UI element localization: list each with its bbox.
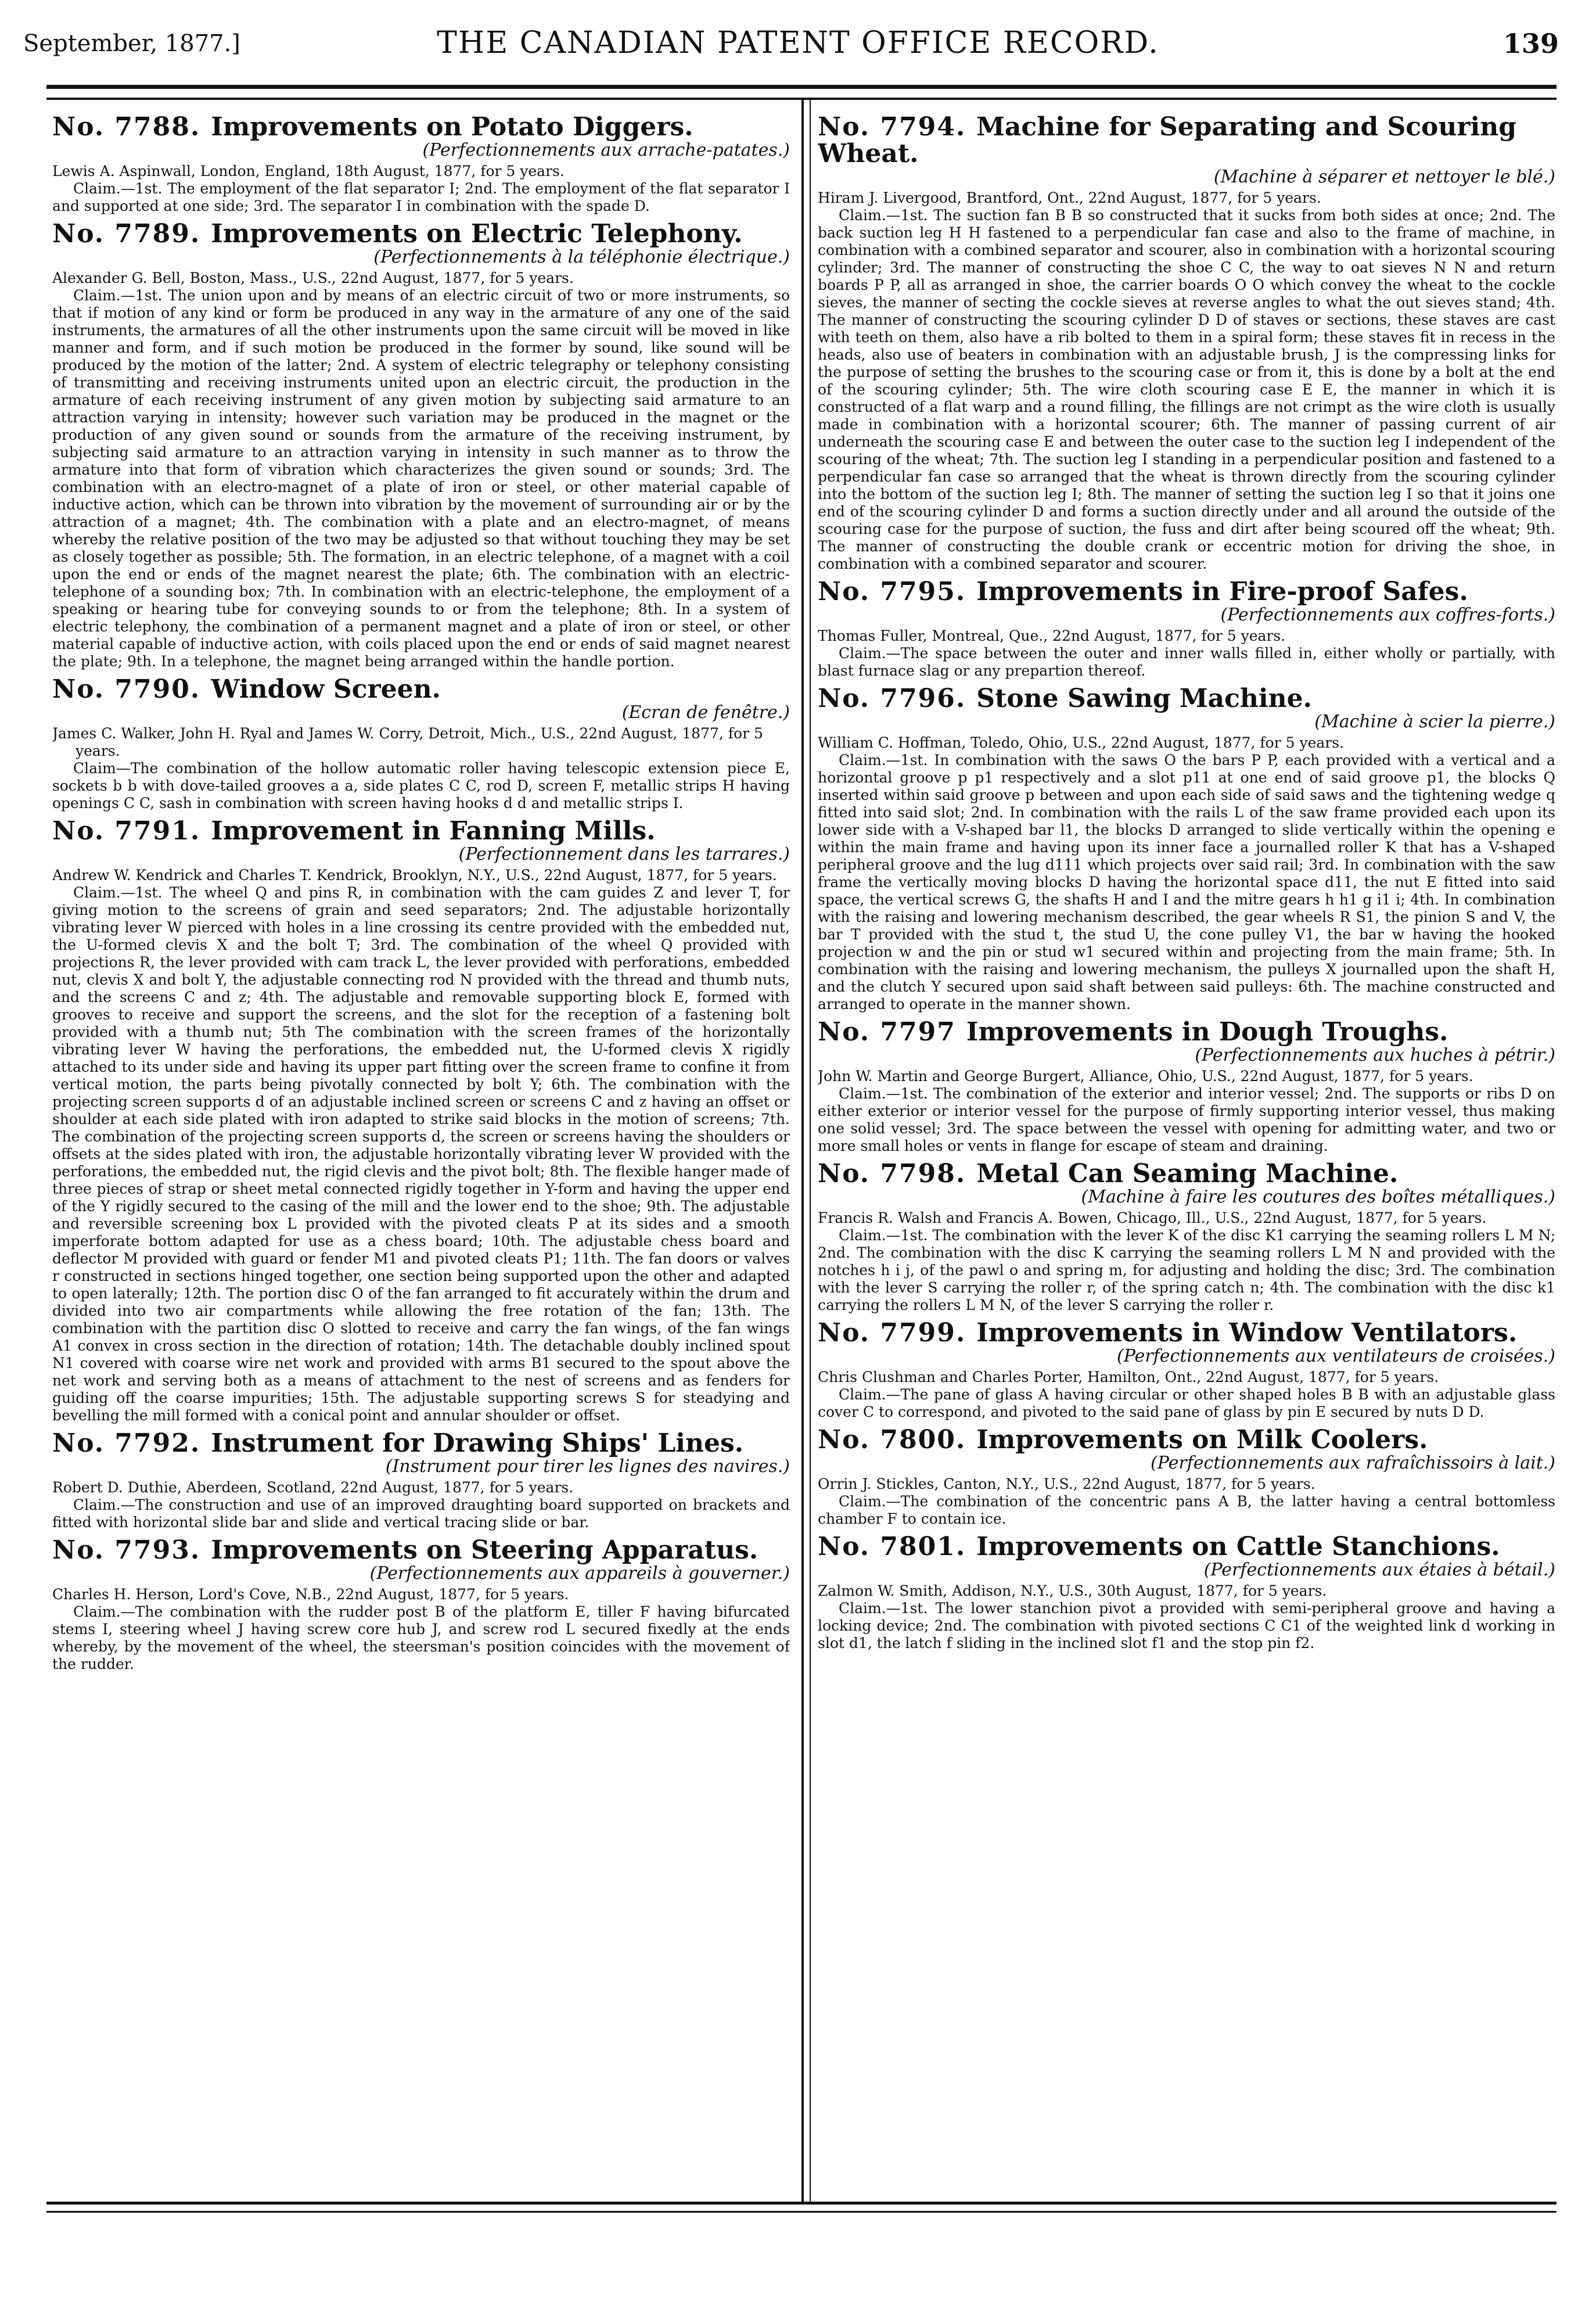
patent-number: No. 7793. xyxy=(52,1535,201,1565)
patent-heading xyxy=(818,1161,1555,1187)
patent-number: No. 7790. xyxy=(52,674,201,704)
patent-claim: Claim.—The space between the outer and inner walls filled in, either wholly or partially, with blast furnace slag or any prepartion thereof. xyxy=(818,645,1555,679)
patent-inventor: Robert D. Duthie, Aberdeen, Scotland, 22nd August, 1877, for 5 years. xyxy=(52,1479,574,1496)
patent-claim: Claim.—1st. The suction fan B B so constructed that it sucks from both sides at once; 2nd. The back suction leg H H fastened to a perpendicular fan case and also to the frame of machine, in combination with a combined separator and scourer, also in combination with a horizontal scouring cylinder; 3rd. The manner of constructing the shoe C C, the way to oat sieves N N and return boards P P, all as arranged in shoe, the carrier boards O O which convey the wheat to the cockle sieves, the manner of secting the cockle sieves at reverse angles to what the out sieves stand; 4th. The manner of constructing the scouring cylinder D D of staves or sections, these staves are cast with teeth on them, also have a rib bolted to them in a spiral form; these staves fit in recess in the heads, also use of beaters in combination with an adjustable brush, J is the compressing links for the purpose of setting the brushes to the scouring case or from it, this is done by a bolt at the end of the scouring cylinder; 5th. The wire cloth scouring case E E, the manner in which it is constructed of a flat warp and a round filling, the fillings are not crimpt as the wire cloth is usually made in combination with a horizontal scourer; 6th. The manner of passing current of air underneath the scouring case E and between the outer case to the suction leg I independent of the scouring of the wheat; 7th. The suction leg I standing in a perpendicular position and fastened to a perpendicular fan case so arranged that the wheat is thrown directly from the scouring cylinder into the bottom of the suction leg I; 8th. The manner of setting the suction leg I so that it joins one end of the scouring cylinder D and forms a suction directly under and all around the outside of the scouring case for the purpose of suction, the fuss and dirt after being scoured off the wheat; 9th. The manner of constructing the double crank or eccentric motion for driving the shoe, in combination with a combined separator and scourer. xyxy=(818,207,1555,572)
patent-french-title: (Perfectionnements aux rafraîchissoirs à lait.) xyxy=(1151,1453,1555,1473)
patent-claim: Claim.—1st. The combination of the exterior and interior vessel; 2nd. The supports or ribs D on either exterior or interior vessel for the purpose of firmly supporting interior vessel, thus making one solid vessel; 3rd. The space between the vessel with opening for admitting water, and two or more small holes or vents in flange for escape of steam and draining. xyxy=(818,1085,1555,1154)
patent-claim: Claim.—1st. The combination with the lever K of the disc K1 carrying the seaming rollers L M N; 2nd. The combination with the disc K carrying the seaming rollers L M N and provided with the notches h i j, of the pawl o and spring m, for adjusting and holding the disc; 3rd. The combination with the lever S carrying the roller r, of the spring catch n; 4th. The combination with the disc k1 carrying the rollers L M N, of the lever S carrying the roller r. xyxy=(818,1227,1555,1313)
patent-entry xyxy=(52,1537,790,1673)
patent-title: Improvement in Fanning Mills. xyxy=(211,816,656,846)
patent-entry xyxy=(818,1427,1555,1528)
top-rule xyxy=(46,85,1557,89)
patent-claim: Claim.—1st. The lower stanchion pivot a provided with semi-peripheral groove and having a locking device; 2nd. The combination with pivoted sections C C1 of the weighted link d working in slot d1, the latch f sliding in the inclined slot f1 and the stop pin f2. xyxy=(818,1600,1555,1652)
patent-claim: Claim.—1st. In combination with the saws O the bars P P, each provided with a vertical and a horizontal groove p p1 respectively and a slot p11 at one end of said groove p1, the blocks Q inserted within said groove p between and upon each side of said saws and the tightening wedge q fitted into said slot; 2nd. In combination with the rails L of the saw frame provided each upon its lower side with a V-shaped bar l1, the blocks D arranged to slide vertically within the opening e within the main frame and having upon its inner face a journalled roller K that has a V-shaped peripheral groove and the lug d111 which projects over said rail; 3rd. In combination with the saw frame the vertically moving blocks D having the horizontal space d11, the nut E fitted into said space, the vertical screws G, the shafts H and I and the mitre gears h h1 g i1 i; 4th. In combination with the raising and lowering mechanism described, the gear wheels R S1, the pinion S and V, the bar T provided with the stud t, the stud U, the cone pulley V1, the bar w having the hooked projection w and the pin or stud w1 secured within and projecting from the main frame; 5th. In combination with the raising and lowering mechanism, the pulleys X journalled upon the shaft H, and the clutch Y secured upon said shaft between said pulleys: 6th. The machine constructed and arranged to operate in the manner shown. xyxy=(818,752,1555,1013)
patent-inventor: Chris Clushman and Charles Porter, Hamilton, Ont., 22nd August, 1877, for 5 years. xyxy=(818,1369,1439,1385)
patent-inventor: Thomas Fuller, Montreal, Que., 22nd August, 1877, for 5 years. xyxy=(818,627,1286,644)
patent-entry xyxy=(818,114,1555,573)
patent-heading xyxy=(818,1320,1555,1347)
patent-number: No. 7800. xyxy=(818,1425,966,1455)
patent-heading xyxy=(52,1537,790,1564)
publication-title: THE CANADIAN PATENT OFFICE RECORD. xyxy=(437,26,1159,60)
patent-entry xyxy=(818,1320,1555,1421)
patent-inventor: John W. Martin and George Burgert, Alliance, Ohio, U.S., 22nd August, 1877, for 5 years. xyxy=(818,1068,1473,1085)
patent-inventor: Francis R. Walsh and Francis A. Bowen, Chicago, Ill., U.S., 22nd August, 1877, for 5 years. xyxy=(818,1209,1487,1226)
patent-french-title: (Ecran de fenêtre.) xyxy=(621,702,790,723)
patent-french-title: (Perfectionnements aux étaies à bétail.) xyxy=(1203,1560,1555,1580)
patent-french-title: (Perfectionnements aux arrache-patates.) xyxy=(422,140,790,160)
patent-title: Improvements on Electric Telephony. xyxy=(211,219,743,249)
patent-entry xyxy=(818,579,1555,680)
patent-title: Improvements in Window Ventilators. xyxy=(976,1318,1518,1348)
patent-number: No. 7796. xyxy=(818,684,966,713)
patent-entry xyxy=(52,221,790,670)
patent-inventor: Andrew W. Kendrick and Charles T. Kendrick, Brooklyn, N.Y., U.S., 22nd August, 1877, for 5 years. xyxy=(52,867,777,884)
patent-entry xyxy=(52,818,790,1424)
patent-french-title: (Perfectionnements aux ventilateurs de croisées.) xyxy=(1117,1346,1555,1366)
patent-number: No. 7792. xyxy=(52,1428,201,1458)
patent-heading xyxy=(818,1427,1555,1453)
patent-french-title: (Perfectionnement dans les tarrares.) xyxy=(458,844,790,864)
patent-french-title: (Instrument pour tirer les lignes des navires.) xyxy=(385,1456,790,1477)
patent-heading xyxy=(818,685,1555,712)
patent-heading xyxy=(818,1534,1555,1560)
patent-french-title: (Perfectionnements aux coffres-forts.) xyxy=(1220,605,1555,625)
patent-heading xyxy=(52,221,790,247)
patent-entry xyxy=(818,685,1555,1013)
patent-heading xyxy=(818,579,1555,605)
patent-heading xyxy=(52,114,790,141)
patent-claim: Claim.—1st. The wheel Q and pins R, in combination with the cam guides Z and lever T, for giving motion to the screens of grain and seed separators; 2nd. The adjustable horizontally vibrating lever W pierced with holes in a line crossing its centre provided with the embedded nut, the U-formed clevis X and the bolt T; 3rd. The combination of the wheel Q provided with projections R, the lever provided with cam track L, the lever provided with perforations, embedded nut, clevis X and bolt Y, the adjustable connecting rod N provided with the thread and thumb nuts, and the screens C and z; 4th. The adjustable and removable supporting block E, formed with grooves to receive and support the screens, and the slot for the reception of a fastening bolt provided with a thumb nut; 5th The combination with the screen frames of the horizontally vibrating lever W having the perforations, the embedded nut, the U-formed clevis X rigidly attached to its under side and having its upper part fitting over the screen frame to confine it from vertical motion, the parts being pivotally connected by bolt Y; 6th. The combination with the projecting screen supports d of an adjustable inclined screen or screens C and z having an offset or shoulder at each side plated with iron adapted to strike said blocks in the motion of screens; 7th. The combination of the projecting screen supports d, the screen or screens having the shoulders or offsets at the sides plated with iron, the adjustable horizontally vibrating lever W provided with the perforations, the embedded nut, the rigid clevis and the pivot bolt; 8th. The flexible hanger made of three pieces of strap or sheet metal connected rigidly together in Y-form and having the upper end of the Y rigidly secured to the casing of the mill and the lower end to the shoe; 9th. The adjustable and reversible screening box L provided with the pivoted cleats P at its sides and a smooth imperforate bottom adapted for use as a chess board; 10th. The adjustable chess board and deflector M provided with guard or fender M1 and pivoted cleats P1; 11th. The fan doors or valves r constructed in sections hinged together, one section being supported upon the other and adapted to open laterally; 12th. The portion disc O of the fan arranged to fit accurately within the drum and divided into two air compartments while allowing the free rotation of the fan; 13th. The combination with the partition disc O slotted to receive and carry the fan wings, of the fan wings A1 convex in cross section in the direction of rotation; 14th. The detachable doubly inclined spout N1 covered with coarse wire net work and provided with arms B1 secured to the spout above the net work and serving both as a means of attachment to the nest of screens and as fenders for guiding off the coarse impurities; 15th. The adjustable supporting screws S for steadying and bevelling the mill formed with a conical point and annular shoulder or offset. xyxy=(52,884,790,1424)
bottom-rule xyxy=(46,2202,1557,2205)
patent-entry xyxy=(52,676,790,812)
patent-number: No. 7799. xyxy=(818,1318,966,1348)
patent-title: Window Screen. xyxy=(211,674,441,704)
patent-number: No. 7794. xyxy=(818,114,966,142)
patent-title: Metal Can Seaming Machine. xyxy=(976,1159,1399,1189)
patent-entry xyxy=(52,114,790,215)
patent-number: No. 7791. xyxy=(52,816,201,846)
patent-number: No. 7801. xyxy=(818,1532,966,1561)
patent-title: Improvements on Steering Apparatus. xyxy=(211,1535,759,1565)
patent-inventor: Zalmon W. Smith, Addison, N.Y., U.S., 30th August, 1877, for 5 years. xyxy=(818,1582,1327,1599)
running-head xyxy=(0,0,1596,81)
patent-french-title: (Machine à séparer et nettoyer le blé.) xyxy=(1213,167,1555,187)
patent-title: Instrument for Drawing Ships' Lines. xyxy=(211,1428,744,1458)
patent-claim: Claim.—1st. The union upon and by means of an electric circuit of two or more instruments, so that if motion of any kind or form be produced in any way in the armature of any one of the said instruments, the armatures of all the other instruments upon the same circuit will be moved in like manner and form, and if such motion be produced in the former by sound, like sound will be produced by the motion of the latter; 2nd. A system of electric telegraphy or telephony consisting of transmitting and receiving instruments united upon an electric circuit, the production in the armature of each receiving instrument of any given motion by subjecting said armature to an attraction varying in intensity; however such variation may be produced in the magnet or the production of any given sound or sounds from the armature of the receiving instrument, by subjecting said armature to an attraction varying in intensity in such manner as to throw the armature into that form of vibration which characterizes the given sound or sounds; 3rd. The combination with an electro-magnet of a plate of iron or steel, or other material capable of inductive action, which can be thrown into vibration by the movement of surrounding air or by the attraction of a magnet; 4th. The combination with a plate and an electro-magnet, of means whereby the relative position of the two may be adjusted so that without touching they may be set as closely together as possible; 5th. The formation, in an electric telephone, of a magnet with a coil upon the end or ends of the magnet nearest the plate; 6th. The combination with an electric-telephone of a sounding box; 7th. In combination with an electric-telephone, the employment of a speaking or hearing tube for conveying sounds to or from the telephone; 8th. In a system of electric telephony, the combination of a permanent magnet and a plate of iron or steel, or other material capable of inductive action, with coils placed upon the end or ends of said magnet nearest the plate; 9th. In a telephone, the magnet being arranged within the handle portion. xyxy=(52,287,790,670)
patent-entry xyxy=(52,1430,790,1531)
patent-inventor: Orrin J. Stickles, Canton, N.Y., U.S., 22nd August, 1877, for 5 years. xyxy=(818,1475,1315,1492)
bottom-rule-thin xyxy=(46,2211,1557,2213)
patent-french-title: (Machine à faire les coutures des boîtes métalliques.) xyxy=(1081,1187,1555,1207)
patent-title: Machine for Separating and Scouring Wheat. xyxy=(818,114,1516,168)
patent-number: No. 7797 xyxy=(818,1017,956,1047)
patent-entry xyxy=(818,1161,1555,1314)
patent-number: No. 7789. xyxy=(52,219,201,249)
patent-claim: Claim.—The combination with the rudder post B of the platform E, tiller F having bifurcated stems I, steering wheel J having screw core hub J, and screw rod L secured fixedly at the ends whereby, by the movement of the wheel, the steersman's position coincides with the movement of the rudder. xyxy=(52,1603,790,1672)
patent-inventor: James C. Walker, John H. Ryal and James W. Corry, Detroit, Mich., U.S., 22nd August, 1877, for 5 years. xyxy=(52,725,763,759)
patent-title: Improvements on Potato Diggers. xyxy=(211,114,693,142)
patent-inventor: Alexander G. Bell, Boston, Mass., U.S., 22nd August, 1877, for 5 years. xyxy=(52,270,574,286)
patent-heading xyxy=(818,1019,1555,1046)
right-column xyxy=(818,114,1555,2197)
column-divider xyxy=(801,98,804,2202)
patent-heading xyxy=(52,1430,790,1457)
patent-french-title: (Perfectionnements aux huches à pétrir.) xyxy=(1195,1045,1555,1065)
patent-number: No. 7798. xyxy=(818,1159,966,1189)
patent-heading xyxy=(52,818,790,845)
patent-entry xyxy=(818,1534,1555,1652)
patent-french-title: (Perfectionnements à la téléphonie électrique.) xyxy=(373,247,790,267)
patent-inventor: Hiram J. Livergood, Brantford, Ont., 22nd August, 1877, for 5 years. xyxy=(818,189,1321,206)
patent-claim: Claim.—The pane of glass A having circular or other shaped holes B B with an adjustable glass cover C to correspond, and pivoted to the said pane of glass by pin E secured by nuts D D. xyxy=(818,1386,1555,1420)
page-number: 139 xyxy=(1502,28,1559,59)
patent-title: Improvements in Dough Troughs. xyxy=(966,1017,1448,1047)
patent-heading xyxy=(818,114,1555,167)
patent-inventor: Lewis A. Aspinwall, London, England, 18th August, 1877, for 5 years. xyxy=(52,163,565,179)
patent-french-title: (Machine à scier la pierre.) xyxy=(1314,712,1555,732)
patent-title: Improvements in Fire-proof Safes. xyxy=(976,577,1468,606)
column-divider-thin xyxy=(810,98,811,2202)
issue-date: September, 1877.] xyxy=(23,30,240,57)
patent-french-title: (Perfectionnements aux appareils à gouverner.) xyxy=(369,1563,790,1584)
patent-inventor: Charles H. Herson, Lord's Cove, N.B., 22nd August, 1877, for 5 years. xyxy=(52,1586,569,1603)
patent-claim: Claim.—1st. The employment of the flat separator I; 2nd. The employment of the flat separator I and supported at one side; 3rd. The separator I in combination with the spade D. xyxy=(52,180,790,214)
patent-claim: Claim—The combination of the hollow automatic roller having telescopic extension piece E, sockets b b with dove-tailed grooves a a, side plates C C, rod D, screen F, metallic strips H having openings C C, sash in combination with screen having hooks d d and metallic strips I. xyxy=(52,760,790,812)
patent-number: No. 7795. xyxy=(818,577,966,606)
patent-entry xyxy=(818,1019,1555,1155)
patent-claim: Claim.—The combination of the concentric pans A B, the latter having a central bottomless chamber F to contain ice. xyxy=(818,1493,1555,1527)
left-column xyxy=(52,114,790,2197)
patent-number: No. 7788. xyxy=(52,114,201,142)
patent-title: Stone Sawing Machine. xyxy=(976,684,1312,713)
patent-claim: Claim.—The construction and use of an improved draughting board supported on brackets and fitted with horizontal slide bar and slide and vertical tracing slide or bar. xyxy=(52,1496,790,1531)
patent-title: Improvements on Milk Coolers. xyxy=(976,1425,1428,1455)
patent-inventor: William C. Hoffman, Toledo, Ohio, U.S., 22nd August, 1877, for 5 years. xyxy=(818,734,1345,751)
patent-title: Improvements on Cattle Stanchions. xyxy=(976,1532,1500,1561)
patent-heading xyxy=(52,676,790,703)
